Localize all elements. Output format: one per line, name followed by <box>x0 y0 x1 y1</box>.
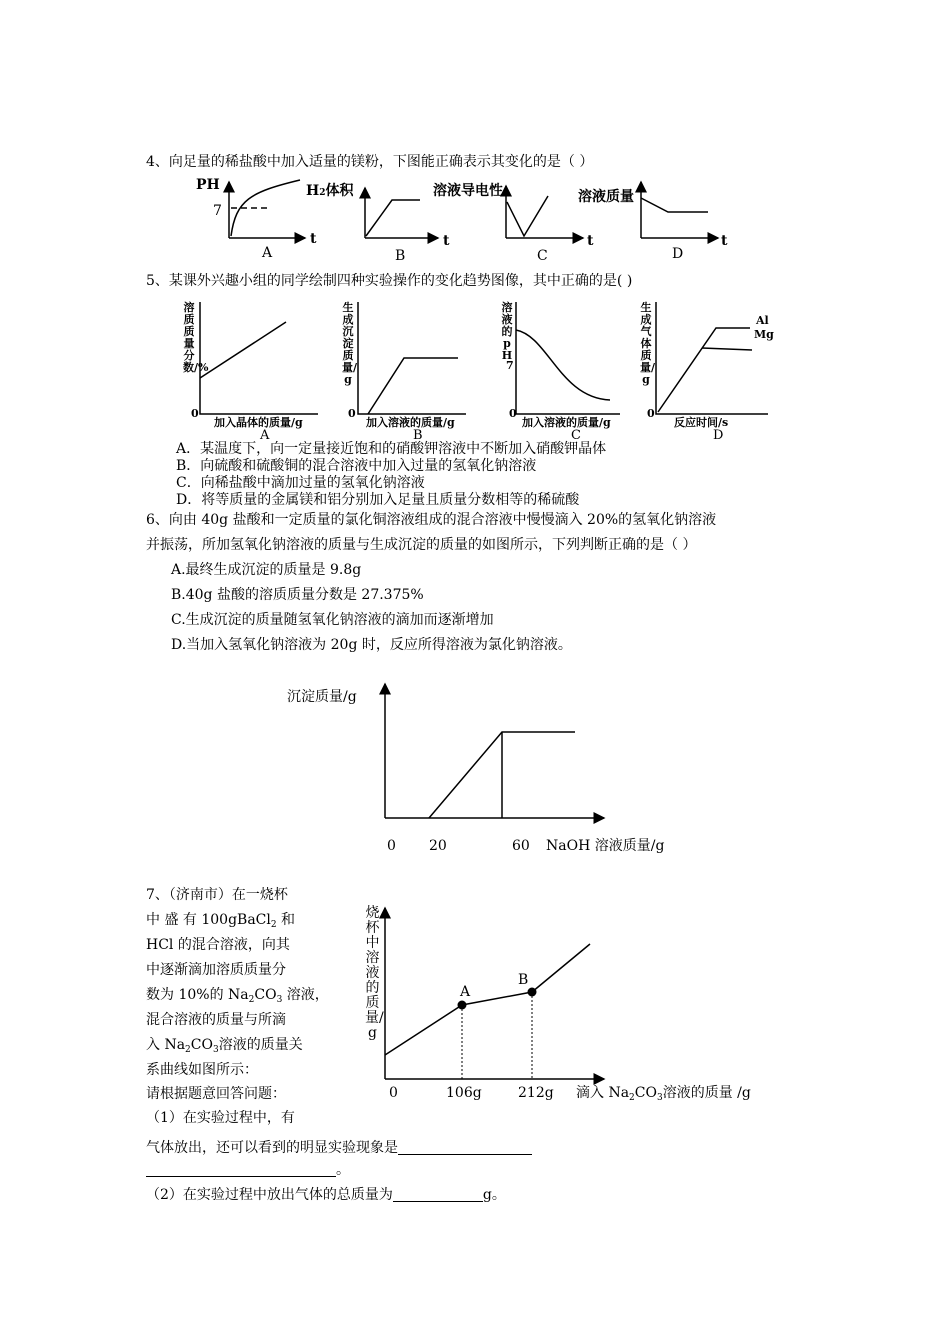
q7-line-1: 7、（济南市）在一烧杯 <box>146 887 288 903</box>
q4-b-xlabel: t <box>443 233 450 249</box>
q7-label-b: B <box>518 972 529 988</box>
q5-a-ylabel: 溶质质量分数/% <box>183 301 209 374</box>
q4-a-xlabel: t <box>310 231 317 247</box>
q7-tick-212: 212g <box>518 1085 554 1101</box>
q5-option-d: D．将等质量的金属镁和铝分别加入足量且质量分数相等的稀硫酸 <box>176 492 580 508</box>
q5-a-letter: A <box>260 428 270 443</box>
q7-answer-blank-1a[interactable] <box>398 1140 532 1155</box>
q4-a-tick: 7 <box>213 203 222 219</box>
q4-c-letter: C <box>537 248 548 264</box>
q7-line-6: 混合溶液的质量与所滴 <box>146 1012 286 1028</box>
q4-d-letter: D <box>672 246 684 262</box>
q5-option-c: C．向稀盐酸中滴加过量的氢氧化钠溶液 <box>176 475 425 491</box>
q7-line-4: 中逐渐滴加溶质质量分 <box>146 962 286 978</box>
q4-b-ylabel: H2体积 <box>306 183 354 199</box>
q7-tick-106: 106g <box>446 1085 482 1101</box>
q6-ylabel: 沉淀质量/g <box>287 689 357 705</box>
q5-option-a: A．某温度下，向一定量接近饱和的硝酸钾溶液中不断加入硝酸钾晶体 <box>176 441 607 457</box>
q7-xlabel: 滴入 $Na_2CO_3$溶液的质量 /g <box>576 1085 751 1103</box>
q6-tick-20: 20 <box>429 838 447 854</box>
q6-tick-0: 0 <box>387 838 396 854</box>
q5-c-ylabel: 溶液的pH <box>501 301 513 362</box>
q5-b-origin: 0 <box>348 407 356 420</box>
q7-line-7: 入 $Na_2CO_3$溶液的质量关 <box>146 1037 303 1055</box>
q5-d-letter: D <box>713 428 724 443</box>
q4-d-ylabel: 溶液质量 <box>578 189 634 205</box>
q7-answer-blank-1b[interactable] <box>146 1162 336 1177</box>
q7-label-a: A <box>460 984 471 1000</box>
q7-answer-blank-2[interactable] <box>393 1187 483 1202</box>
q5-b-ylabel: 生成沉淀质量/g <box>342 301 358 386</box>
q5-c-xlabel: 加入溶液的质量/g <box>522 416 611 429</box>
q4-stem: 4、向足量的稀盐酸中加入适量的镁粉，下图能正确表示其变化的是（ ） <box>146 154 594 170</box>
q5-d-series-mg: Mg <box>754 328 774 341</box>
q4-a-ylabel: PH <box>196 177 220 193</box>
q7-sub2: （2）在实验过程中放出气体的总质量为 g。 <box>146 1187 506 1203</box>
q7-data-line <box>385 944 590 1055</box>
q7-point-b <box>528 988 537 997</box>
q4-b-letter: B <box>395 248 406 264</box>
q5-option-b: B．向硫酸和硫酸铜的混合溶液中加入过量的氢氧化钠溶液 <box>176 458 537 474</box>
q5-b-xlabel: 加入溶液的质量/g <box>366 416 455 429</box>
q6-stem-2: 并振荡，所加氢氧化钠溶液的质量与生成沉淀的质量的如图所示，下列判断正确的是（ ） <box>146 537 697 553</box>
q5-c-letter: C <box>571 428 581 443</box>
q4-c-ylabel: 溶液导电性 <box>433 183 503 199</box>
q4-c-xlabel: t <box>587 233 594 249</box>
q7-line-8: 系曲线如图所示： <box>146 1062 258 1078</box>
q7-ylabel: 烧杯中溶液的质量/g <box>365 905 384 1041</box>
q5-d-xlabel: 反应时间/s <box>674 416 729 429</box>
q7-sub1-line1: （1）在实验过程中，有 <box>146 1110 295 1126</box>
q7-sub1-line3: 。 <box>146 1162 350 1177</box>
q7-line-5: 数为 10%的 $Na_2CO_3$ 溶液， <box>146 987 329 1005</box>
q7-line-9: 请根据题意回答问题： <box>146 1086 286 1102</box>
q4-a-letter: A <box>262 245 273 261</box>
q5-d-origin: 0 <box>647 407 655 420</box>
q4-d-xlabel: t <box>721 233 728 249</box>
q7-line-3: HCl 的混合溶液，向其 <box>146 937 290 953</box>
q5-b-letter: B <box>413 428 423 443</box>
q5-c-origin: 0 <box>509 407 517 420</box>
q5-a-origin: 0 <box>191 407 199 420</box>
q6-stem-1: 6、向由 40g 盐酸和一定质量的氯化铜溶液组成的混合溶液中慢慢滴入 20%的氢氧化钠溶液 <box>146 512 717 528</box>
q7-line-2: 中 盛 有 100gBaCl$_2$ 和 <box>146 912 296 930</box>
q5-stem: 5、某课外兴趣小组的同学绘制四种实验操作的变化趋势图像，其中正确的是( ) <box>146 273 633 289</box>
q7-sub1-line2: 气体放出，还可以看到的明显实验现象是 <box>146 1140 532 1155</box>
q6-tick-60: 60 <box>512 838 530 854</box>
q5-d-ylabel: 生成气体质量/g <box>640 301 656 386</box>
q6-xlabel: NaOH 溶液质量/g <box>546 838 665 854</box>
q5-c-tick: 7 <box>506 359 514 372</box>
q5-d-series-al: Al <box>756 314 769 327</box>
q7-tick-0: 0 <box>389 1085 398 1101</box>
q5-a-xlabel: 加入晶体的质量/g <box>214 416 303 429</box>
q6-option-d: D.当加入氢氧化钠溶液为 20g 时，反应所得溶液为氯化钠溶液。 <box>171 637 572 653</box>
q6-option-a: A.最终生成沉淀的质量是 9.8g <box>171 562 362 578</box>
q6-option-b: B.40g 盐酸的溶质质量分数是 27.375% <box>171 587 424 603</box>
q7-point-a <box>458 1001 467 1010</box>
q6-option-c: C.生成沉淀的质量随氢氧化钠溶液的滴加而逐渐增加 <box>171 612 494 628</box>
